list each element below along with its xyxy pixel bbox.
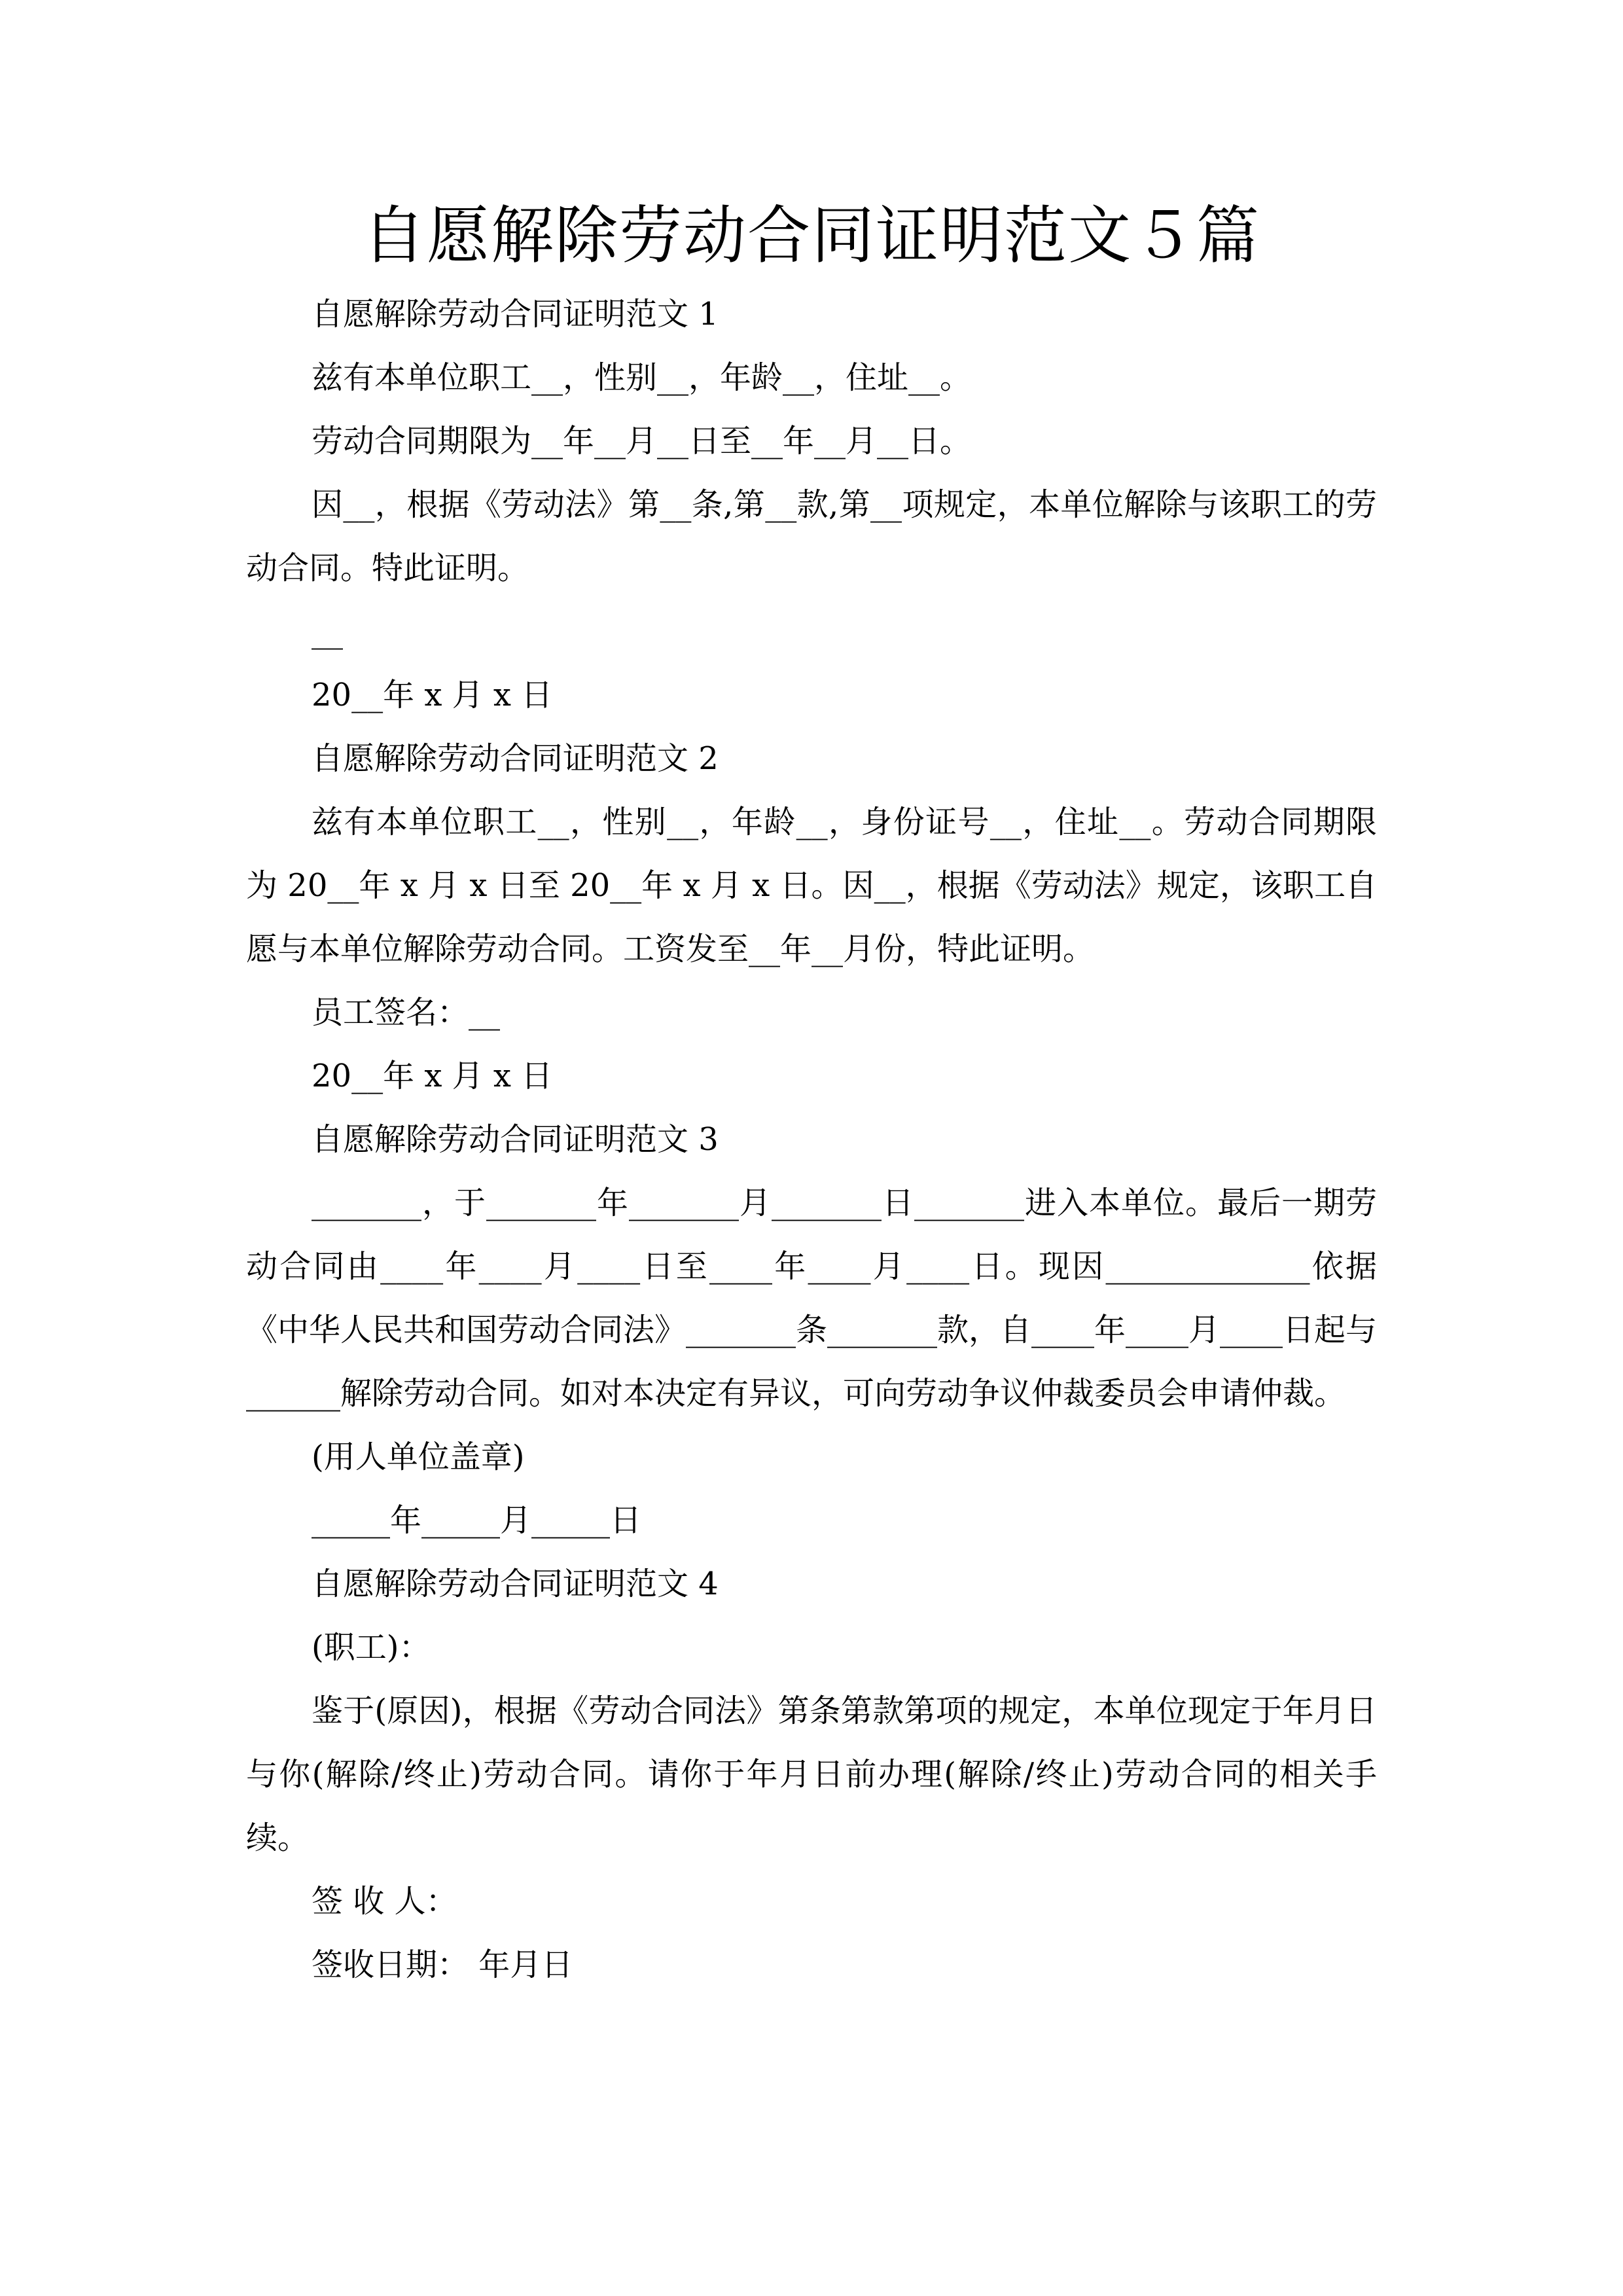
employee-signature-line: 员工签名：__ — [312, 994, 501, 1031]
section-heading-2: 自愿解除劳动合同证明范文 2 — [312, 740, 719, 777]
addressee-line: (职工)： — [312, 1629, 431, 1666]
section-heading-4: 自愿解除劳动合同证明范文 4 — [312, 1566, 719, 1602]
company-seal-line: (用人单位盖章) — [312, 1439, 525, 1475]
document-body — [246, 283, 1377, 1997]
date-line: 20__年 x 月 x 日 — [312, 1058, 553, 1094]
date-line: _____年_____月_____日 — [312, 1502, 642, 1539]
recipient-signature-line: 签 收 人： — [312, 1883, 457, 1920]
paragraph: 兹有本单位职工__，性别__，年龄__，住址__。 — [312, 359, 972, 396]
paragraph: 因__，根据《劳动法》第__条,第__款,第__项规定，本单位解除与该职工的劳动合同。特此证明。 — [246, 486, 1377, 586]
paragraph: 劳动合同期限为__年__月__日至__年__月__日。 — [312, 423, 972, 459]
receipt-date-line: 签收日期： 年月日 — [312, 1946, 573, 1983]
date-line: 20__年 x 月 x 日 — [312, 677, 553, 713]
section-heading-3: 自愿解除劳动合同证明范文 3 — [312, 1121, 719, 1158]
paragraph: 兹有本单位职工__，性别__，年龄__，身份证号__，住址__。劳动合同期限为 20__年 x 月 x 日至 20__年 x 月 x 日。因__，根据《劳动法》规定，该职工自愿与本单位解除劳动合同。工资发至__年__月份，特此证明。 — [246, 804, 1377, 967]
paragraph: 鉴于(原因)，根据《劳动合同法》第条第款第项的规定，本单位现定于年月日与你(解除/终止)劳动合同。请你于年月日前办理(解除/终止)劳动合同的相关手续。 — [246, 1693, 1377, 1856]
section-heading-1: 自愿解除劳动合同证明范文 1 — [312, 296, 719, 332]
document-title: 自愿解除劳动合同证明范文５篇 — [363, 199, 1260, 272]
paragraph: _______，于_______年_______月_______日_______进入本单位。最后一期劳动合同由____年____月____日至____年____月____日。现因_____________依据《中华人民共和国劳动合同法》_______条_______款，自____年____月____日起与______解除劳动合同。如对本决定有异议，可向劳动争议仲裁委员会申请仲裁。 — [246, 1185, 1378, 1412]
signature-blank: __ — [312, 613, 343, 650]
